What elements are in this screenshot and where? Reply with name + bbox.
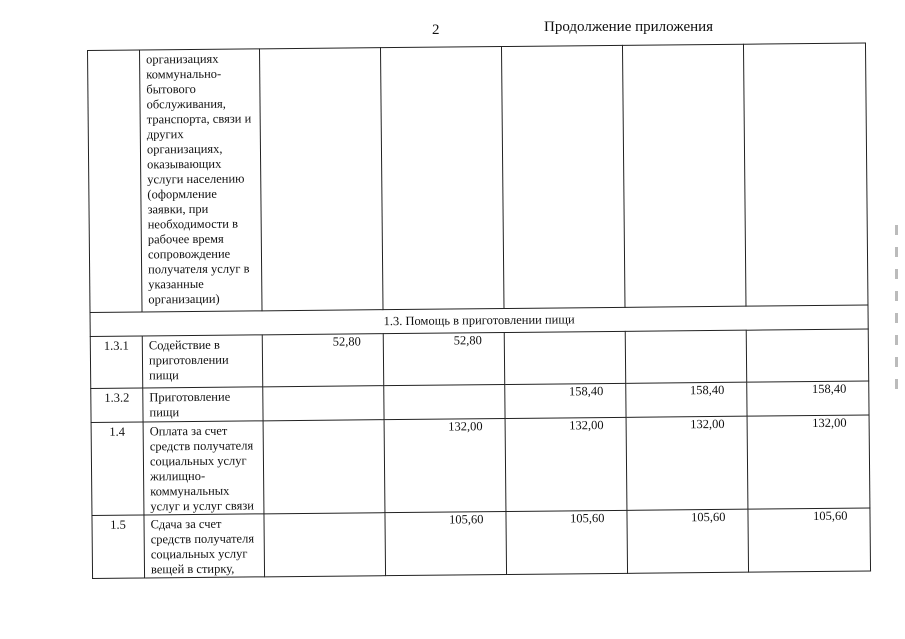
value-cell: 158,40: [505, 383, 626, 418]
value-cell: [380, 47, 504, 310]
value-cell: [384, 385, 505, 420]
row-number: 1.4: [91, 422, 144, 515]
value-cell: [622, 44, 746, 307]
row-number: [88, 50, 143, 312]
value-cell: [263, 420, 385, 514]
value-cell: [504, 331, 625, 384]
scan-mark: [895, 379, 898, 389]
value-cell: [264, 513, 386, 577]
value-cell: 52,80: [262, 334, 383, 387]
scan-mark: [895, 247, 898, 257]
value-cell: 132,00: [626, 416, 748, 510]
service-description: Оплата за счет средств получателя социальных услуг жилищно-коммунальных услуг и услуг связи: [143, 421, 264, 515]
value-cell: [625, 330, 746, 383]
value-cell: 52,80: [383, 333, 504, 386]
value-cell: 105,60: [627, 509, 749, 573]
value-cell: 132,00: [505, 417, 627, 511]
table-row: [90, 329, 868, 388]
value-cell: 158,40: [747, 381, 869, 416]
value-cell: 132,00: [384, 419, 506, 513]
scan-mark: [895, 357, 898, 367]
value-cell: 158,40: [626, 382, 747, 417]
value-cell: [501, 45, 625, 308]
section-heading: 1.3. Помощь в приготовлении пищи: [90, 305, 868, 336]
scan-mark: [895, 335, 898, 345]
scan-mark: [895, 291, 898, 301]
scan-edge-marks: [895, 225, 901, 401]
document-table: [87, 43, 870, 578]
row-number: 1.3.2: [91, 388, 143, 422]
table-row: [88, 43, 868, 312]
service-description: Сдача за счет средств получателя социальных услуг вещей в стирку,: [144, 514, 265, 578]
value-cell: [259, 48, 383, 311]
value-cell: 105,60: [385, 511, 507, 575]
scan-mark: [895, 225, 898, 235]
page-number: 2: [432, 22, 440, 38]
value-cell: 105,60: [506, 510, 628, 574]
value-cell: 105,60: [748, 508, 871, 572]
scan-mark: [895, 269, 898, 279]
value-cell: 132,00: [747, 415, 870, 509]
value-cell: [263, 386, 384, 421]
row-number: 1.3.1: [90, 336, 142, 388]
service-description: организациях коммунально-бытового обслуживания, транспорта, связи и других организациях, оказывающих услуги населению (оформление заявки, при необходимости в рабочее время сопровождение получателя услуг в указанные организации): [140, 49, 263, 312]
row-number: 1.5: [92, 515, 145, 578]
scan-mark: [895, 313, 898, 323]
table-row: [92, 508, 871, 578]
table-row: [91, 415, 870, 515]
value-cell: [743, 43, 868, 306]
value-cell: [746, 329, 868, 382]
continuation-title: Продолжение приложения: [544, 19, 714, 35]
service-description: Содействие в приготовлении пищи: [142, 335, 262, 388]
service-description: Приготовление пищи: [143, 387, 263, 422]
